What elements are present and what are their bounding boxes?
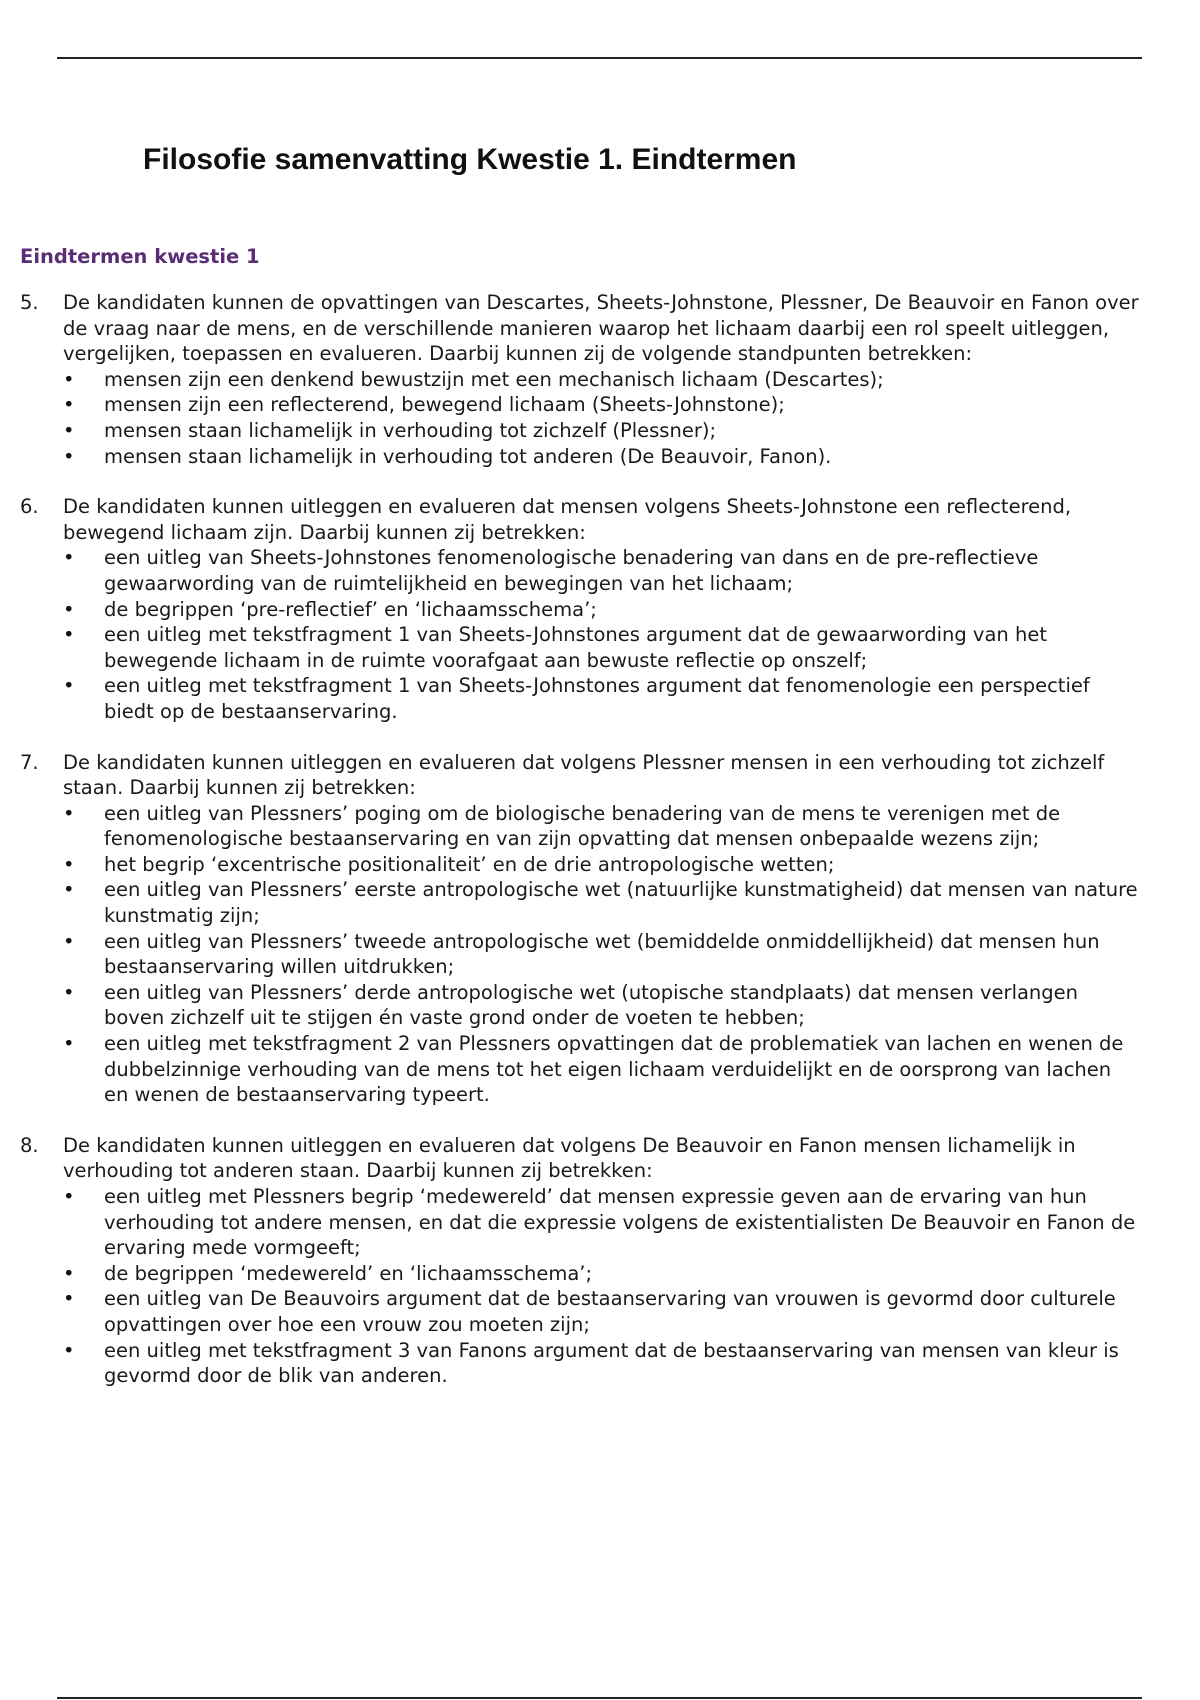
page-title: Filosofie samenvatting Kwestie 1. Eindtermen <box>143 143 797 176</box>
term-number: 7. <box>20 750 39 774</box>
list-item: • een uitleg met Plessners begrip ‘medewereld’ dat mensen expressie geven aan de ervaring van hun verhouding tot andere mensen, en dat die expressie volgens de existentialisten De Beauvoir en Fanon de ervaring mede vormgeeft; <box>63 1184 1140 1261</box>
list-item: • een uitleg van Sheets-Johnstones fenomenologische benadering van dans en de pre-reflectieve gewaarwording van de ruimtelijkheid en bewegingen van het lichaam; <box>63 545 1140 596</box>
list-item: • een uitleg van De Beauvoirs argument dat de bestaanservaring van vrouwen is gevormd door culturele opvattingen over hoe een vrouw zou moeten zijn; <box>63 1286 1140 1337</box>
term-7 <box>20 750 1140 1108</box>
list-item: • een uitleg met tekstfragment 3 van Fanons argument dat de bestaanservaring van mensen van kleur is gevormd door de blik van anderen. <box>63 1338 1140 1389</box>
term-body <box>63 290 1140 469</box>
term-5 <box>20 290 1140 469</box>
document-body <box>20 245 1140 1414</box>
term-8 <box>20 1133 1140 1389</box>
term-number: 8. <box>20 1133 39 1157</box>
list-item: • een uitleg van Plessners’ poging om de biologische benadering van de mens te verenigen met de fenomenologische bestaanservaring en van zijn opvatting dat mensen onbepaalde wezens zijn; <box>63 801 1140 852</box>
list-item: • mensen staan lichamelijk in verhouding tot zichzelf (Plessner); <box>63 418 1140 444</box>
term-intro: De kandidaten kunnen uitleggen en evalueren dat volgens De Beauvoir en Fanon mensen lichamelijk in verhouding tot anderen staan. Daarbij kunnen zij betrekken: <box>63 1133 1076 1183</box>
list-item: • een uitleg met tekstfragment 1 van Sheets-Johnstones argument dat fenomenologie een perspectief biedt op de bestaanservaring. <box>63 673 1140 724</box>
bullet-list <box>63 1184 1140 1389</box>
bullet-list <box>63 367 1140 469</box>
term-body <box>63 1133 1140 1389</box>
top-rule <box>57 57 1142 59</box>
list-item: • een uitleg van Plessners’ tweede antropologische wet (bemiddelde onmiddellijkheid) dat mensen hun bestaanservaring willen uitdrukken; <box>63 929 1140 980</box>
list-item: • mensen zijn een denkend bewustzijn met een mechanisch lichaam (Descartes); <box>63 367 1140 393</box>
term-intro: De kandidaten kunnen uitleggen en evalueren dat volgens Plessner mensen in een verhouding tot zichzelf staan. Daarbij kunnen zij betrekken: <box>63 750 1105 800</box>
list-item: • mensen zijn een reflecterend, bewegend lichaam (Sheets-Johnstone); <box>63 392 1140 418</box>
term-number: 5. <box>20 291 39 314</box>
list-item: • de begrippen ‘medewereld’ en ‘lichaamsschema’; <box>63 1261 1140 1287</box>
bullet-list <box>63 801 1140 1108</box>
term-body <box>63 750 1140 1108</box>
list-item: • de begrippen ‘pre-reflectief’ en ‘lichaamsschema’; <box>63 597 1140 623</box>
term-body <box>63 494 1140 724</box>
term-intro: De kandidaten kunnen de opvattingen van Descartes, Sheets-Johnstone, Plessner, De Beauvoir en Fanon over de vraag naar de mens, en de verschillende manieren waarop het lichaam daarbij een rol speelt uitleggen, vergelijken, toepassen en evalueren. Daarbij kunnen zij de volgende standpunten betrekken: <box>63 291 1139 366</box>
list-item: • mensen staan lichamelijk in verhouding tot anderen (De Beauvoir, Fanon). <box>63 444 1140 470</box>
list-item: • het begrip ‘excentrische positionaliteit’ en de drie antropologische wetten; <box>63 852 1140 878</box>
bottom-rule <box>57 1697 1142 1699</box>
list-item: • een uitleg met tekstfragment 2 van Plessners opvattingen dat de problematiek van lachen en wenen de dubbelzinnige verhouding van de mens tot het eigen lichaam verduidelijkt en de oorsprong van lachen en wenen de bestaanservaring typeert. <box>63 1031 1140 1108</box>
list-item: • een uitleg van Plessners’ derde antropologische wet (utopische standplaats) dat mensen verlangen boven zichzelf uit te stijgen én vaste grond onder de voeten te hebben; <box>63 980 1140 1031</box>
list-item: • een uitleg met tekstfragment 1 van Sheets-Johnstones argument dat de gewaarwording van het bewegende lichaam in de ruimte voorafgaat aan bewuste reflectie op onszelf; <box>63 622 1140 673</box>
list-item: • een uitleg van Plessners’ eerste antropologische wet (natuurlijke kunstmatigheid) dat mensen van nature kunstmatig zijn; <box>63 877 1140 928</box>
term-6 <box>20 494 1140 724</box>
term-intro: De kandidaten kunnen uitleggen en evalueren dat mensen volgens Sheets-Johnstone een reflecterend, bewegend lichaam zijn. Daarbij kunnen zij betrekken: <box>63 495 1072 544</box>
term-number: 6. <box>20 495 39 519</box>
section-heading: Eindtermen kwestie 1 <box>20 245 260 268</box>
bullet-list <box>63 545 1140 724</box>
